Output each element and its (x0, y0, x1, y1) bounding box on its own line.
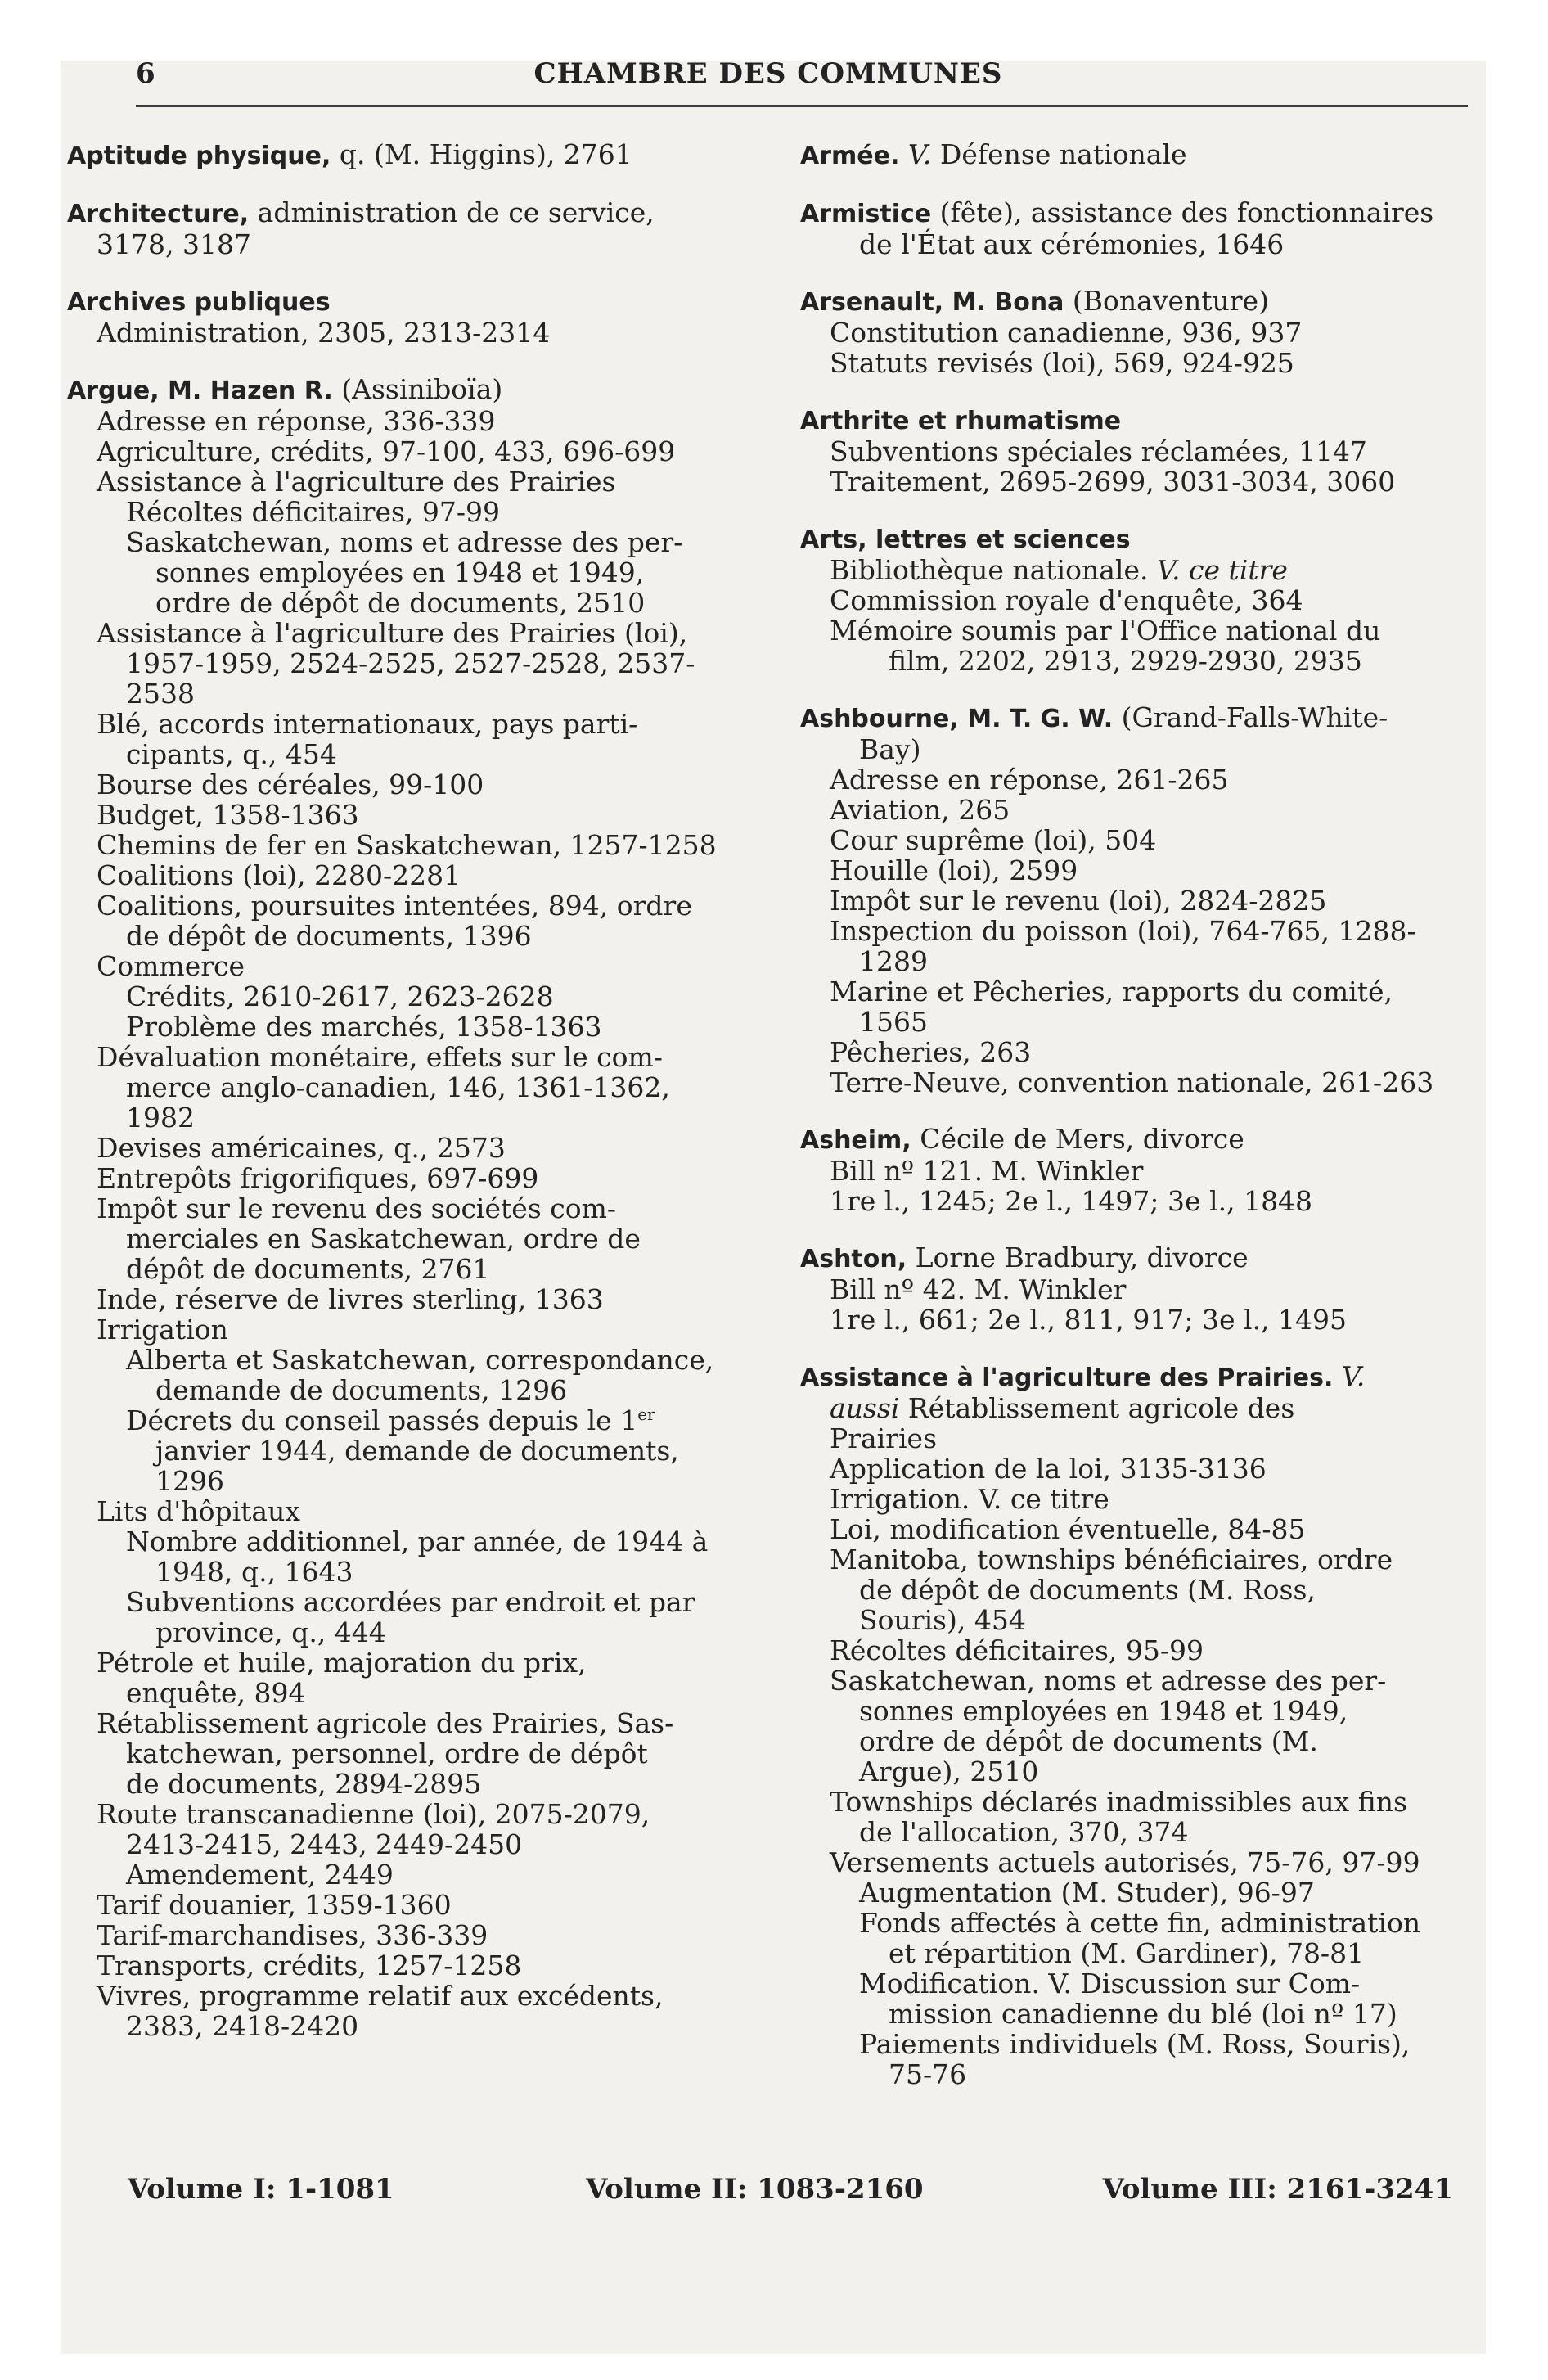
index-entry-argue: Argue, M. Hazen R. (Assiniboïa) Adresse en réponse, 336-339 Agriculture, crédits, 97-100, 433, 696-699 Assistance à l'agriculture des Prairies Récoltes déficitaires, 97-99 Saskatchewan, noms et adresse des per- sonnes employées en 1948 et 1949, ordre de dépôt de documents, 2510 Assistance à l'agriculture des Prairies (loi), 1957-1959, 2524-2525, 2527-2528, 2537- 2538 Blé, accords internationaux, pays parti- cipants, q., 454 Bourse des céréales, 99-100 Budget, 1358-1363 Chemins de fer en Saskatchewan, 1257-1258 Coalitions (loi), 2280-2281 Coalitions, poursuites intentées, 894, ordre de dépôt de documents, 1396 Commerce Crédits, 2610-2617, 2623-2628 Problème des marchés, 1358-1363 Dévaluation monétaire, effets sur le com- merce anglo-canadien, 146, 1361-1362, 1982 Devises américaines, q., 2573 Entrepôts frigorifiques, 697-699 Impôt sur le revenu des sociétés com- merciales en Saskatchewan, ordre de dépôt de documents, 2761 Inde, réserve de livres sterling, 1363 Irrigation Alberta et Saskatchewan, correspondance, demande de documents, 1296 Décrets du conseil passés depuis le 1er janvier 1944, demande de documents, 1296 Lits d'hôpitaux Nombre additionnel, par année, de 1944 à 1948, q., 1643 Subventions accordées par endroit et par province, q., 444 Pétrole et huile, majoration du prix, enquête, 894 Rétablissement agricole des Prairies, Sas- katchewan, personnel, ordre de dépôt de documents, 2894-2895 Route transcanadienne (loi), 2075-2079, 2413-2415, 2443, 2449-2450 Amendement, 2449 Tarif douanier, 1359-1360 Tarif-marchandises, 336-339 Transports, crédits, 1257-1258 Vivres, programme relatif aux excédents, 2383, 2418-2420 (67, 373, 717, 2042)
index-entry: Armistice (fête), assistance des fonctionnaires de l'État aux cérémonies, 1646 (800, 196, 1434, 260)
index-entry: Ashton, Lorne Bradbury, divorce Bill nº 42. M. Winkler 1re l., 661; 2e l., 811, 917; 3e l., 1495 (800, 1242, 1348, 1336)
right-column (800, 139, 1465, 2116)
index-entry: Archives publiques Administration, 2305, 2313-2314 (67, 288, 551, 349)
index-entry: Arts, lettres et sciences Bibliothèque nationale. V. ce titre Commission royale d'enquête, 364 Mémoire soumis par l'Office national du film, 2202, 2913, 2929-2930, 2935 (800, 525, 1381, 677)
index-entry: Arthrite et rhumatisme Subventions spéciales réclamées, 1147 Traitement, 2695-2699, 3031-3034, 3060 (800, 407, 1396, 498)
footer-volume-2: Volume II: 1083-2160 (586, 2173, 924, 2206)
index-entry: Asheim, Cécile de Mers, divorce Bill nº 121. M. Winkler 1re l., 1245; 2e l., 1497; 3e l., 1848 (800, 1123, 1313, 1217)
index-entry: Aptitude physique, q. (M. Higgins), 2761 (67, 138, 632, 170)
index-entry: Ashbourne, M. T. G. W. (Grand-Falls-White- Bay) Adresse en réponse, 261-265 Aviation, 265 Cour suprême (loi), 504 Houille (loi), 2599 Impôt sur le revenu (loi), 2824-2825 Inspection du poisson (loi), 764-765, 1288- 1289 Marine et Pêcheries, rapports du comité, 1565 Pêcheries, 263 Terre-Neuve, convention nationale, 261-263 (800, 701, 1434, 1098)
index-entry: Architecture, administration de ce service, 3178, 3187 (67, 196, 655, 260)
page-footer (128, 2173, 1453, 2214)
page-header (69, 57, 1468, 106)
index-entry-assistance: Assistance à l'agriculture des Prairies. V. aussi Rétablissement agricole des Prairies Application de la loi, 3135-3136 Irrigation. V. ce titre Loi, modification éventuelle, 84-85 Manitoba, townships bénéficiaires, ordre de dépôt de documents (M. Ross, Souris), 454 Récoltes déficitaires, 95-99 Saskatchewan, noms et adresse des per- sonnes employées en 1948 et 1949, ordre de dépôt de documents (M. Argue), 2510 Townships déclarés inadmissibles aux fins de l'allocation, 370, 374 Versements actuels autorisés, 75-76, 97-99 Augmentation (M. Studer), 96-97 Fonds affectés à cette fin, administration et répartition (M. Gardiner), 78-81 Modification. V. Discussion sur Com- mission canadienne du blé (loi nº 17) Paiements individuels (M. Ross, Souris), 75-76 (800, 1360, 1421, 2090)
header-rule (136, 105, 1468, 107)
index-entry: Arsenault, M. Bona (Bonaventure) Constitution canadienne, 936, 937 Statuts revisés (loi), 569, 924-925 (800, 285, 1303, 379)
footer-volume-1: Volume I: 1-1081 (128, 2173, 394, 2206)
footer-volume-3: Volume III: 2161-3241 (1102, 2173, 1453, 2206)
page-number: 6 (136, 57, 155, 90)
left-column (67, 139, 779, 2067)
index-entry: Armée. V. Défense nationale (800, 138, 1187, 170)
page-title: CHAMBRE DES COMMUNES (533, 57, 1003, 90)
